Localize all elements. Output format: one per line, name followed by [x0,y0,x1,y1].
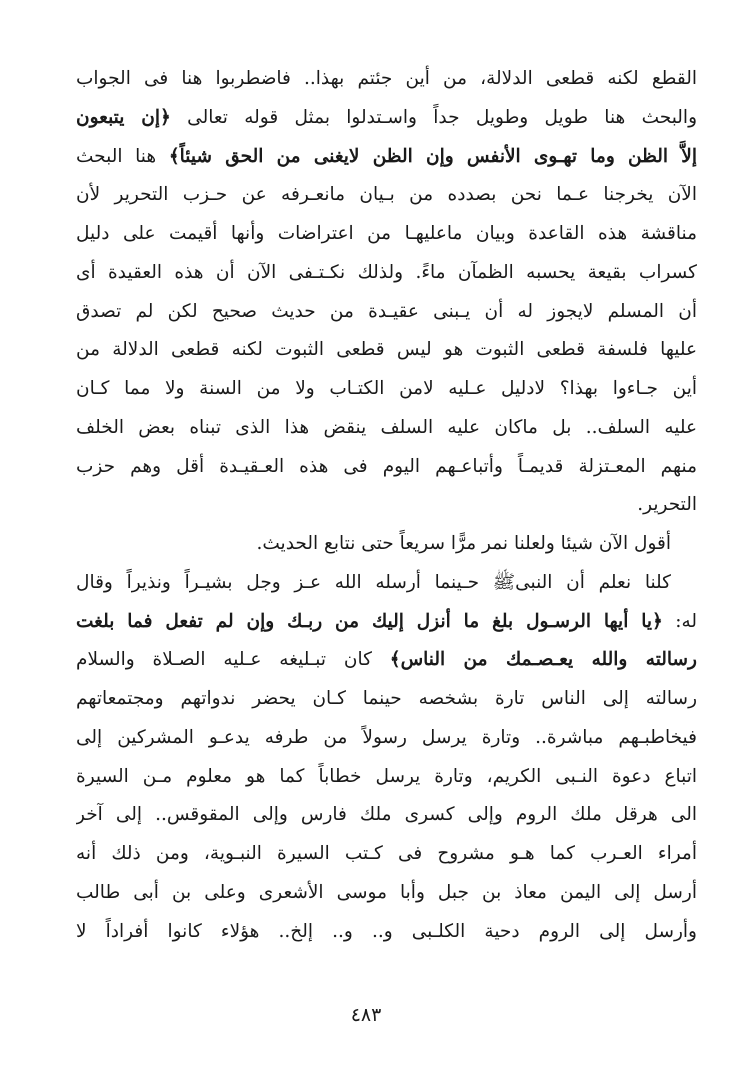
text-line: اتباع دعوة النـبى الكريم، وتارة يرسل خطاباً كما هو معلوم مـن السيرة [76,765,697,787]
text-line: أين جـاءوا بهذا؟ لادليل عـليه لامن الكتـاب ولا من السنة ولا مما كـان [76,378,697,399]
quran-verse: رسالته والله يعـصـمك من الناس﴾ [389,649,697,671]
text-line: فيخاطبـهم مباشرة.. وتارة يرسل رسولاً من طرفه يدعـو المشركين إلى [76,726,697,748]
text-line: وأرسل إلى الروم دحية الكلـبى و.. و.. إلخ.. هؤلاء كانوا أفراداً لا [76,920,697,942]
text-line: أن المسلم لايجوز له أن يـبنى عقيـدة من حديث صحيح لكن لم تصدق [76,300,697,322]
quran-verse: ﴿يا أيها الرسـول بلغ ما أنزل إليك من ربـك وإن لم تفعل فما بلغت [76,610,663,632]
quran-verse: ﴿إن يتبعون [76,106,171,128]
page-number: ٤٨٣ [350,1004,382,1026]
text-line: له: ﴿يا أيها الرسـول بلغ ما أنزل إليك من ربـك وإن لم تفعل فما بلغت [76,610,697,632]
text-line: أمراء العـرب كما هـو مشروح فى كـتب السيرة النبـوية، ومن ذلك أنه [76,843,697,864]
text-line: القطع لكنه قطعى الدلالة، من أين جئتم بهذا.. فاضطربوا هنا فى الجواب [76,68,697,89]
text-line: منهم المعـتزلة قديمـاً وأتباعـهم اليوم فى هذه العـقيـدة أقل وهم حزب [76,455,697,477]
text-line: أرسل إلى اليمن معاذ بن جبل وأبا موسى الأشعرى وعلى بن أبى طالب [76,881,697,903]
paragraph-end-line: التحرير. [637,494,697,516]
paragraph-line: أقول الآن شيئا ولعلنا نمر مرًّا سريعاً حتى نتابع الحديث. [256,533,671,554]
text-line: مناقشة هذه القاعدة وبيان ماعليهـا من اعتراضات وأنها أقيمت على دليل [76,223,697,244]
text-line: عليها فلسفة قطعى الثبوت هو ليس قطعى الثبوت لكنه قطعى الدلالة من [76,339,697,361]
text-line: إلاَّ الظن وما تهـوى الأنفس وإن الظن لايغنى من الحق شيئاً﴾ هنا البحث [76,145,697,167]
text-line: الى هرقل ملك الروم وإلى كسرى ملك فارس وإلى المقوقس.. إلى آخر [76,804,697,826]
text-line: رسالته والله يعـصـمك من الناس﴾ كان تبـليغه عـليه الصـلاة والسلام [76,649,697,671]
text-line: كسراب بقيعة يحسبه الظمآن ماءً. ولذلك نكـتـفى الآن أن هذه العقيدة أى [76,261,697,283]
text-line: والبحث هنا طويل وطويل جداً واسـتدلوا بمثل قوله تعالى ﴿إن يتبعون [76,106,697,128]
text-line: عليه السلف.. بل ماكان عليه السلف ينقض هذا الذى تبناه بعض الخلف [76,416,697,438]
quran-verse: إلاَّ الظن وما تهـوى الأنفس وإن الظن لايغنى من الحق شيئاً﴾ [168,145,697,167]
body-text [76,60,697,951]
paragraph-start-line: كلنا نعلم أن النبىﷺ حـينما أرسله الله عـز وجل بشيـراً ونذيراً وقال [76,571,671,593]
text-line: رسالته إلى الناس تارة بشخصه حينما كـان يحضر ندواتهم ومجتمعاتهم [76,688,697,709]
text-line: الآن يخرجنا عـما نحن بصدده من بـيان مانعـرفه عن حـزب التحرير لأن [76,184,697,206]
